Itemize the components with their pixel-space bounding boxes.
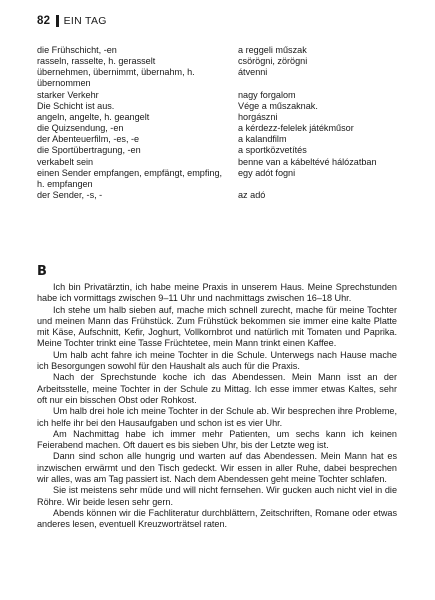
vocabulary-row (37, 123, 407, 134)
paragraph: Um halb acht fahre ich meine Tochter in die Schule. Unterwegs nach Hause mache ich Besorgungen sowohl für den Haushalt als auch für die Praxis. (37, 349, 397, 372)
vocabulary-row (37, 168, 407, 179)
vocabulary-row (37, 112, 407, 123)
paragraph: Abends können wir die Fachliteratur durchblättern, Zeitschriften, Romane oder etwas anderes lesen, eventuell Kreuzworträtsel raten. (37, 507, 397, 530)
vocabulary-german: der Abenteuerfilm, -es, -e (37, 134, 140, 145)
vocabulary-german: h. empfangen (37, 178, 93, 189)
vocabulary-hungarian: csörögni, zörögni (238, 56, 308, 67)
reading-text (37, 282, 397, 531)
vocabulary-row (37, 190, 407, 201)
vocabulary-row (37, 90, 407, 101)
vocabulary-german: einen Sender empfangen, empfängt, empfing, (37, 167, 223, 178)
vocabulary-hungarian: benne van a kábeltévé hálózatban (238, 156, 377, 167)
vocabulary-hungarian: nagy forgalom (238, 89, 296, 100)
vocabulary-hungarian: a sportközvetítés (238, 145, 307, 156)
chapter-title: EIN TAG (63, 14, 107, 27)
vocabulary-german: übernehmen, übernimmt, übernahm, h. (37, 67, 195, 78)
vocabulary-row (37, 134, 407, 145)
vocabulary-row (37, 145, 407, 156)
vocabulary-german: übernommen (37, 78, 91, 89)
vocabulary-hungarian (238, 179, 407, 190)
vocabulary-german: rasseln, rasselte, h. gerasselt (37, 56, 156, 67)
paragraph: Ich bin Privatärztin, ich habe meine Praxis in unserem Haus. Meine Sprechstunden habe ich vormittags zwischen 9–11 Uhr und nachmittags zwischen 16–18 Uhr. (37, 282, 397, 304)
paragraph: Am Nachmittag habe ich immer mehr Patienten, um sechs kann ich keinen Feierabend machen. Oft dauert es bis sieben Uhr, bis der Letzte weg ist. (37, 428, 397, 451)
vocabulary-row (37, 78, 407, 89)
paragraph: Ich stehe um halb sieben auf, mache mich schnell zurecht, mache für meine Tochter und meinen Mann das Frühstück. Zum Frühstück bekommen sie immer eine kalte Platte mit Käse, Aufschnitt, Kefir, Joghurt, Vollkornbrot und natürlich mit Tomaten und Paprika. Meine Tochter trinkt eine Tasse Früchtetee, mein Mann trinkt einen Kaffee. (37, 304, 397, 349)
section-letter: B (37, 264, 47, 279)
vocabulary-hungarian: az adó (238, 190, 266, 201)
vocabulary-german: angeln, angelte, h. geangelt (37, 111, 150, 122)
vocabulary-list (37, 45, 407, 201)
vocabulary-row (37, 56, 407, 67)
vocabulary-hungarian: a kérdezz-felelek játékműsor (238, 123, 354, 134)
vocabulary-row (37, 45, 407, 56)
vocabulary-row (37, 179, 407, 190)
vocabulary-hungarian (238, 78, 407, 89)
vocabulary-row (37, 67, 407, 78)
page-number: 82 (37, 14, 51, 27)
vocabulary-hungarian: egy adót fogni (238, 167, 296, 178)
vocabulary-german: verkabelt sein (37, 156, 94, 167)
vocabulary-hungarian: a reggeli műszak (238, 45, 307, 55)
paragraph: Dann sind schon alle hungrig und warten auf das Abendessen. Mein Mann hat es inzwischen erwärmt und den Tisch gedeckt. Wir essen in aller Ruhe, dabei besprechen wir alles, was am Tag passiert ist. Nach dem Abendessen geht meine Tochter schlafen. (37, 451, 397, 485)
vocabulary-hungarian: átvenni (238, 67, 268, 78)
vocabulary-german: Die Schicht ist aus. (37, 100, 115, 111)
header-divider-bar (56, 15, 58, 27)
vocabulary-german: starker Verkehr (37, 89, 99, 100)
vocabulary-german: der Sender, -s, - (37, 190, 103, 201)
vocabulary-hungarian: Vége a műszaknak. (238, 100, 318, 111)
vocabulary-german: die Sportübertragung, -en (37, 145, 141, 156)
vocabulary-hungarian: horgászni (238, 111, 278, 122)
paragraph: Nach der Sprechstunde koche ich das Abendessen. Mein Mann isst an der Arbeitsstelle, meine Tochter in der Schule zu Mittag. Ich esse immer etwas Kaltes, sehr oft nur ein bisschen Obst oder Rohkost. (37, 372, 397, 405)
vocabulary-hungarian: a kalandfilm (238, 134, 287, 145)
page-header (37, 14, 107, 27)
vocabulary-german: die Frühschicht, -en (37, 45, 117, 55)
vocabulary-row (37, 101, 407, 112)
vocabulary-german: die Quizsendung, -en (37, 123, 124, 134)
paragraph: Sie ist meistens sehr müde und will nicht fernsehen. Wir gucken auch nicht viel in die Röhre. Wir beide lesen sehr gern. (37, 485, 397, 507)
paragraph: Um halb drei hole ich meine Tochter in der Schule ab. Wir besprechen ihre Probleme, ich helfe ihr bei den Hausaufgaben und schon ist es vier Uhr. (37, 406, 397, 428)
vocabulary-row (37, 157, 407, 168)
